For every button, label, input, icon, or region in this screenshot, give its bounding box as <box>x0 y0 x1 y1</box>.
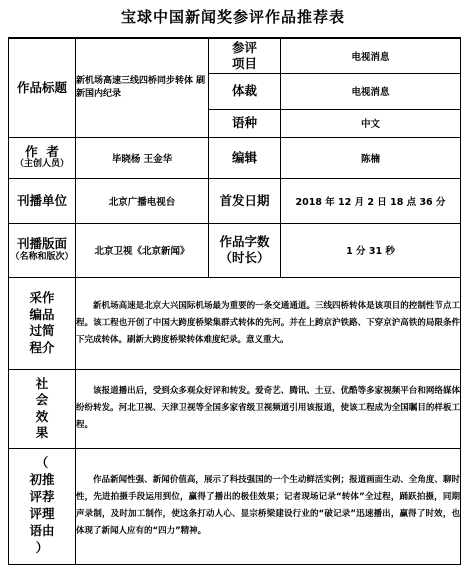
genre-value: 电视消息 <box>281 38 461 73</box>
style-label: 体裁 <box>209 73 281 109</box>
publisher-label: 刊播单位 <box>9 178 76 223</box>
genre-label: 参评 项目 <box>209 38 281 73</box>
language-value: 中文 <box>281 109 461 137</box>
recommendation-label-line: ） <box>35 539 49 555</box>
author-label: 作 者 <box>25 143 59 159</box>
work-title-value: 新机场高速三线四桥同步转体 刷新国内纪录 <box>76 38 209 137</box>
process-label-line: 程介 <box>29 339 55 355</box>
first-release-label: 首发日期 <box>209 178 281 223</box>
layout-sublabel: （名称和版次） <box>10 251 74 262</box>
process-text-cell <box>76 277 461 369</box>
process-label-line: 采作 <box>29 290 55 305</box>
process-label <box>9 277 76 369</box>
recommendation-text: 作品新闻性强、新闻价值高，展示了科技强国的一个生动鲜活实例；报道画面生动、全角度、聊时性，先进拍摄手段运用到位，赢得了播出的极佳效果；记者现场记录“转体”全过程，踊跃拍摄，同期声录制，及时加工制作，使这条打动人心、显宗桥梁建设行业的“破记录”迅速播出，赢得了时效，也体现了新闻人应有的“四力”精神。 <box>76 475 460 536</box>
recommendation-text-cell <box>76 448 461 564</box>
recommendation-form <box>8 37 461 565</box>
editor-label: 编辑 <box>209 137 281 178</box>
publisher-value: 北京广播电视台 <box>76 178 209 223</box>
recommendation-label-line: 评理 <box>29 506 55 521</box>
social-effect-label-line: 果 <box>35 425 49 440</box>
author-sublabel: （主创人员） <box>14 159 69 170</box>
recommendation-label-line: 初推 <box>29 472 55 488</box>
process-label-line: 编品 <box>29 306 55 322</box>
social-effect-text: 该报道播出后，受到众多观众好评和转发。爱奇艺、腾讯、土豆、优酷等多家视频平台和网络媒体纷纷转发。河北卫视、天津卫视等全国多家省级卫视频道引用该报道，使该工程成为全国瞩目的样板工程。 <box>76 386 460 430</box>
work-title-label: 作品标题 <box>9 38 76 137</box>
recommendation-label-line: 评荐 <box>29 489 55 505</box>
word-count-value: 1 分 31 秒 <box>281 223 461 277</box>
author-label-cell <box>9 137 76 178</box>
style-value: 电视消息 <box>281 73 461 109</box>
recommendation-label <box>9 448 76 564</box>
recommendation-label-line: （ <box>35 455 49 471</box>
social-effect-label-line: 效 <box>35 408 49 424</box>
recommendation-label-line: 语由 <box>29 522 55 538</box>
document-title: 宝球中国新闻奖参评作品推荐表 <box>120 8 345 26</box>
word-count-label: 作品字数 （时长） <box>209 223 281 277</box>
process-label-line: 过简 <box>29 323 55 338</box>
author-value: 毕晓杨 王金华 <box>76 137 209 178</box>
process-text: 新机场高速是北京大兴国际机场最为重要的一条交通通道。三线四桥转体是该项目的控制性节点工程。该工程也开创了中国大跨度桥梁集群式转体的先河。并在上跨京沪铁路、下穿京沪高铁的局限条件下完成转体。刷新大跨度桥梁转体难度纪录。意义重大。 <box>76 300 460 345</box>
social-effect-label-line: 社 <box>35 375 49 391</box>
editor-value: 陈楠 <box>281 137 461 178</box>
layout-label-cell <box>9 223 76 277</box>
layout-value: 北京卫视《北京新闻》 <box>76 223 209 277</box>
layout-label: 刊播版面 <box>16 236 67 252</box>
social-effect-text-cell <box>76 369 461 448</box>
language-label: 语种 <box>209 109 281 137</box>
social-effect-label <box>9 369 76 448</box>
social-effect-label-line: 会 <box>35 392 49 407</box>
first-release-value: 2018 年 12 月 2 日 18 点 36 分 <box>281 178 461 223</box>
